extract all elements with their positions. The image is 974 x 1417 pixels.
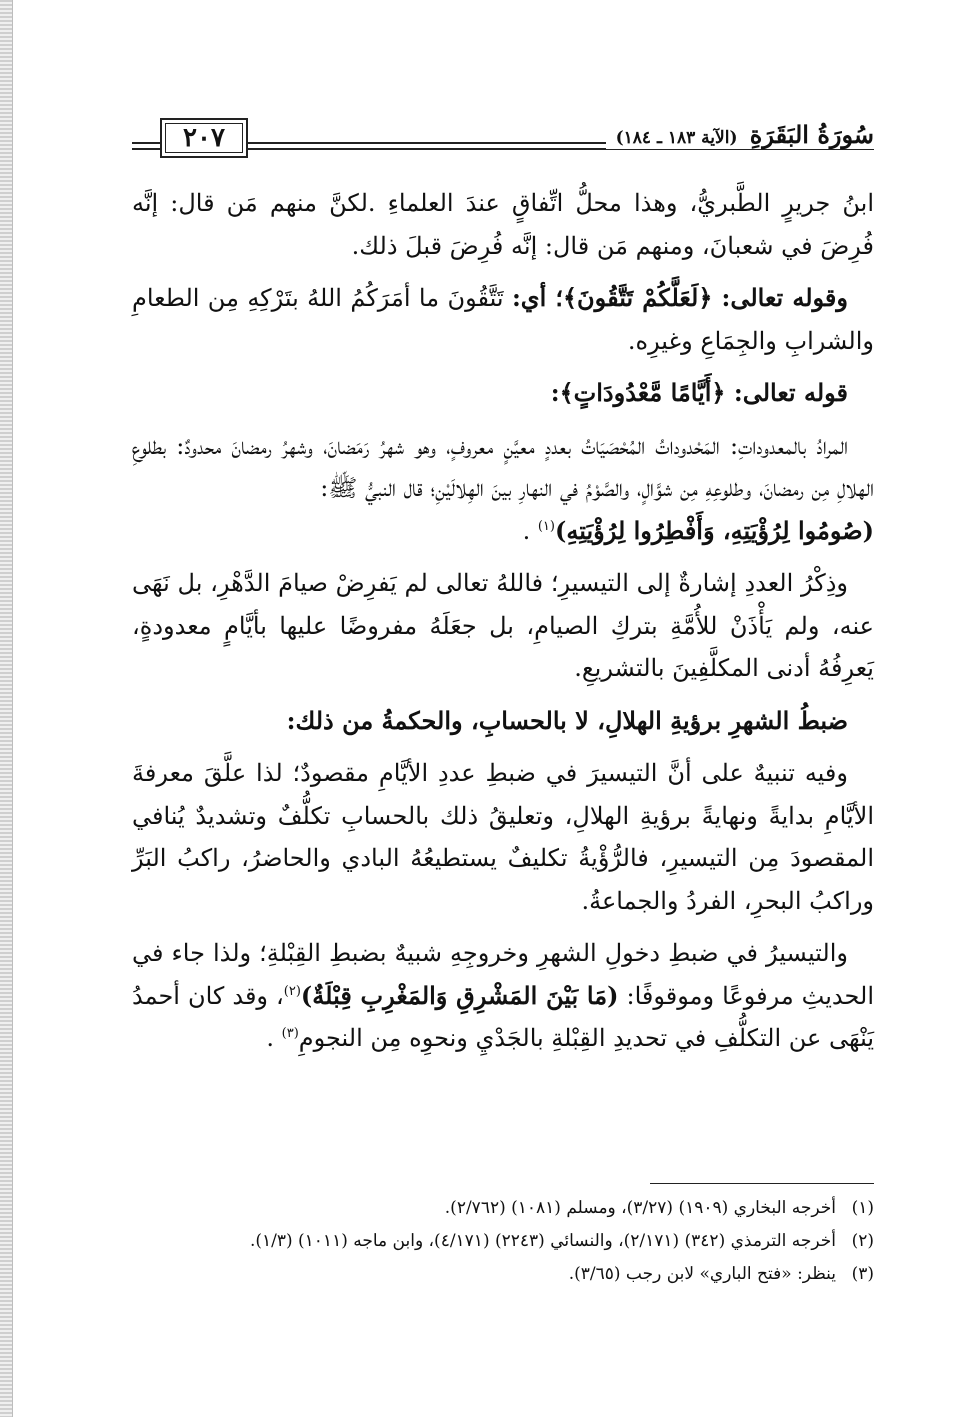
paragraph-text: ، وقد كان أحمدُ يَنْهَى عن التكلُّفِ في تحديدِ القِبْلةِ بالجَدْيِ ونحوِه مِن النجومِ (132, 981, 874, 1052)
paragraph-text: المرادُ بالمعدوداتِ: المَحْدوداتُ المُحْصَيَاتُ بعددٍ معيَّنٍ معروفٍ، وهو شهرُ رَمَضانَ، وشهرُ رمضانَ محدودٌ: بطلوعِ الهلالِ مِن رمضانَ، وطلوعِهِ مِن شوَّالٍ، والصَّوْمُ في النهارِ بينَ الهِلالَيْنِ؛ قال النبيُّ ﷺ: (132, 431, 874, 502)
hadith-quote-2: (مَا بَيْنَ المَشْرِقِ وَالمَغْرِبِ قِبْلَةٌ) (300, 980, 619, 1010)
paragraph-qibla (132, 932, 874, 1060)
footnote-text: أخرجه الترمذي (٣٤٢) (٢/١٧١)، والنسائي (٢٢٤٣) (٤/١٧١)، وابن ماجه (١٠١١) (١/٣). (249, 1231, 836, 1251)
page-header (132, 118, 874, 162)
hadith-quote-1: (صُومُوا لِرُؤْيَتِهِ، وَأَفْطِرُوا لِرُؤْيَتِهِ) (554, 515, 874, 545)
paragraph-1 (132, 182, 874, 267)
paragraph-text: وذِكْرُ العددِ إشارةٌ إلى التيسيرِ؛ فاللهُ تعالى لم يَفرِضْ صيامَ الدَّهْرِ، بل نَهَى عنه، ولم يَأْذَنْ للأُمَّةِ بتركِ الصيامِ، بل جعَلَهُ مفروضًا عليها بأيَّامٍ معدودةٍ، يَعرِفُهُ أدنى المكلَّفِينَ بالتشريعِ. (132, 569, 875, 682)
section-heading: ضبطُ الشهرِ برؤيةِ الهلالِ، لا بالحسابِ، والحكمةُ من ذلك: (286, 705, 848, 735)
paragraph-text: تَتَّقُونَ ما أمَرَكُمُ اللهُ بتَرْكِهِ مِن الطعامِ والشرابِ والجِمَاعِ وغيرِه. (132, 284, 874, 355)
footnote-mark-1: (١) (537, 518, 555, 534)
footnote-text: ينظر: «فتح الباري» لابن رجب (٣/٦٥). (568, 1264, 836, 1284)
footnote-3 (132, 1258, 874, 1291)
footnotes (132, 1192, 874, 1291)
footnote-number: (١) (851, 1198, 874, 1218)
running-head (606, 120, 874, 149)
footnote-number: (٣) (851, 1264, 874, 1284)
footnote-2 (132, 1225, 874, 1258)
verse-lead: وقوله تعالى: ﴿لَعَلَّكُمْ تَتَّقُونَ﴾؛ أي: (511, 283, 848, 312)
paragraph-text: والتيسيرُ في ضبطِ دخولِ الشهرِ وخروجِهِ شبيهٌ بضبطِ القِبْلةِ؛ ولذا جاء في الحديثِ مرفوعًا وموقوفًا: (132, 939, 875, 1010)
page-number: ٢٠٧ (160, 118, 248, 158)
footnote-text: أخرجه البخاري (١٩٠٩) (٣/٢٧)، ومسلم (١٠٨١) (٢/٧٦٢). (444, 1198, 836, 1218)
footnote-mark-2: (٢) (283, 983, 301, 999)
paragraph-taysir (132, 562, 874, 690)
footnote-number: (٢) (851, 1231, 874, 1251)
ayah-range: (الآية ١٨٣ ـ ١٨٤) (615, 128, 738, 148)
scan-edge (0, 0, 13, 1417)
footnote-1 (132, 1192, 874, 1225)
paragraph-hilal (132, 752, 874, 922)
paragraph-end: . (266, 1024, 274, 1052)
verse-heading-ayyam (132, 372, 874, 415)
footnote-separator (650, 1183, 874, 1184)
footnote-mark-3: (٣) (281, 1026, 299, 1041)
paragraph-text: وفيه تنبيهٌ على أنَّ التيسيرَ في ضبطِ عددِ الأيَّامِ مقصودٌ؛ لذا علَّقَ معرفةَ الأيَّامِ بدايةً ونهايةً برؤيةِ الهلالِ، وتعليقُ ذلك بالحسابِ تكلُّفٌ وتشديدٌ يُنافي المقصودَ مِن التيسيرِ، فالرُّؤْيةُ تكليفٌ يستطيعُهُ البادي والحاضرُ، راكبُ البَرِّ وراكبُ البحرِ، الفردُ والجماعةُ. (132, 759, 874, 915)
verse-lead: قوله تعالى: ﴿أَيَّامًا مَّعْدُودَاتٍ﴾: (550, 378, 848, 407)
paragraph-text: ابنُ جريرٍ الطَّبريُّ، وهذا محلُّ اتِّفاقٍ عندَ العلماءِ .لكنَّ منهم مَن قال: إنَّه فُرِضَ في شعبانَ، ومنهم مَن قال: إنَّه فُرِضَ قبلَ ذلك. (132, 189, 874, 260)
paragraph-taqwa (132, 277, 874, 362)
main-text (132, 182, 874, 1070)
paragraph-maadudat: المرادُ بالمعدوداتِ: المَحْدوداتُ المُحْصَيَاتُ بعددٍ معيَّنٍ معروفٍ، وهو شهرُ رَمَضانَ، وشهرُ رمضانَ محدودٌ: بطلوعِ الهلالِ مِن رمضانَ، وطلوعِهِ مِن شوَّالٍ، والصَّوْمُ في النهارِ بينَ الهِلالَيْنِ؛ قال النبيُّ ﷺ: (صُومُوا لِرُؤْيَتِهِ، وَأَفْطِرُوا لِرُؤْيَتِهِ)$^{(١)}$ . (132, 431, 874, 545)
surah-title: سُورَةُ البَقَرَةِ (749, 120, 874, 149)
